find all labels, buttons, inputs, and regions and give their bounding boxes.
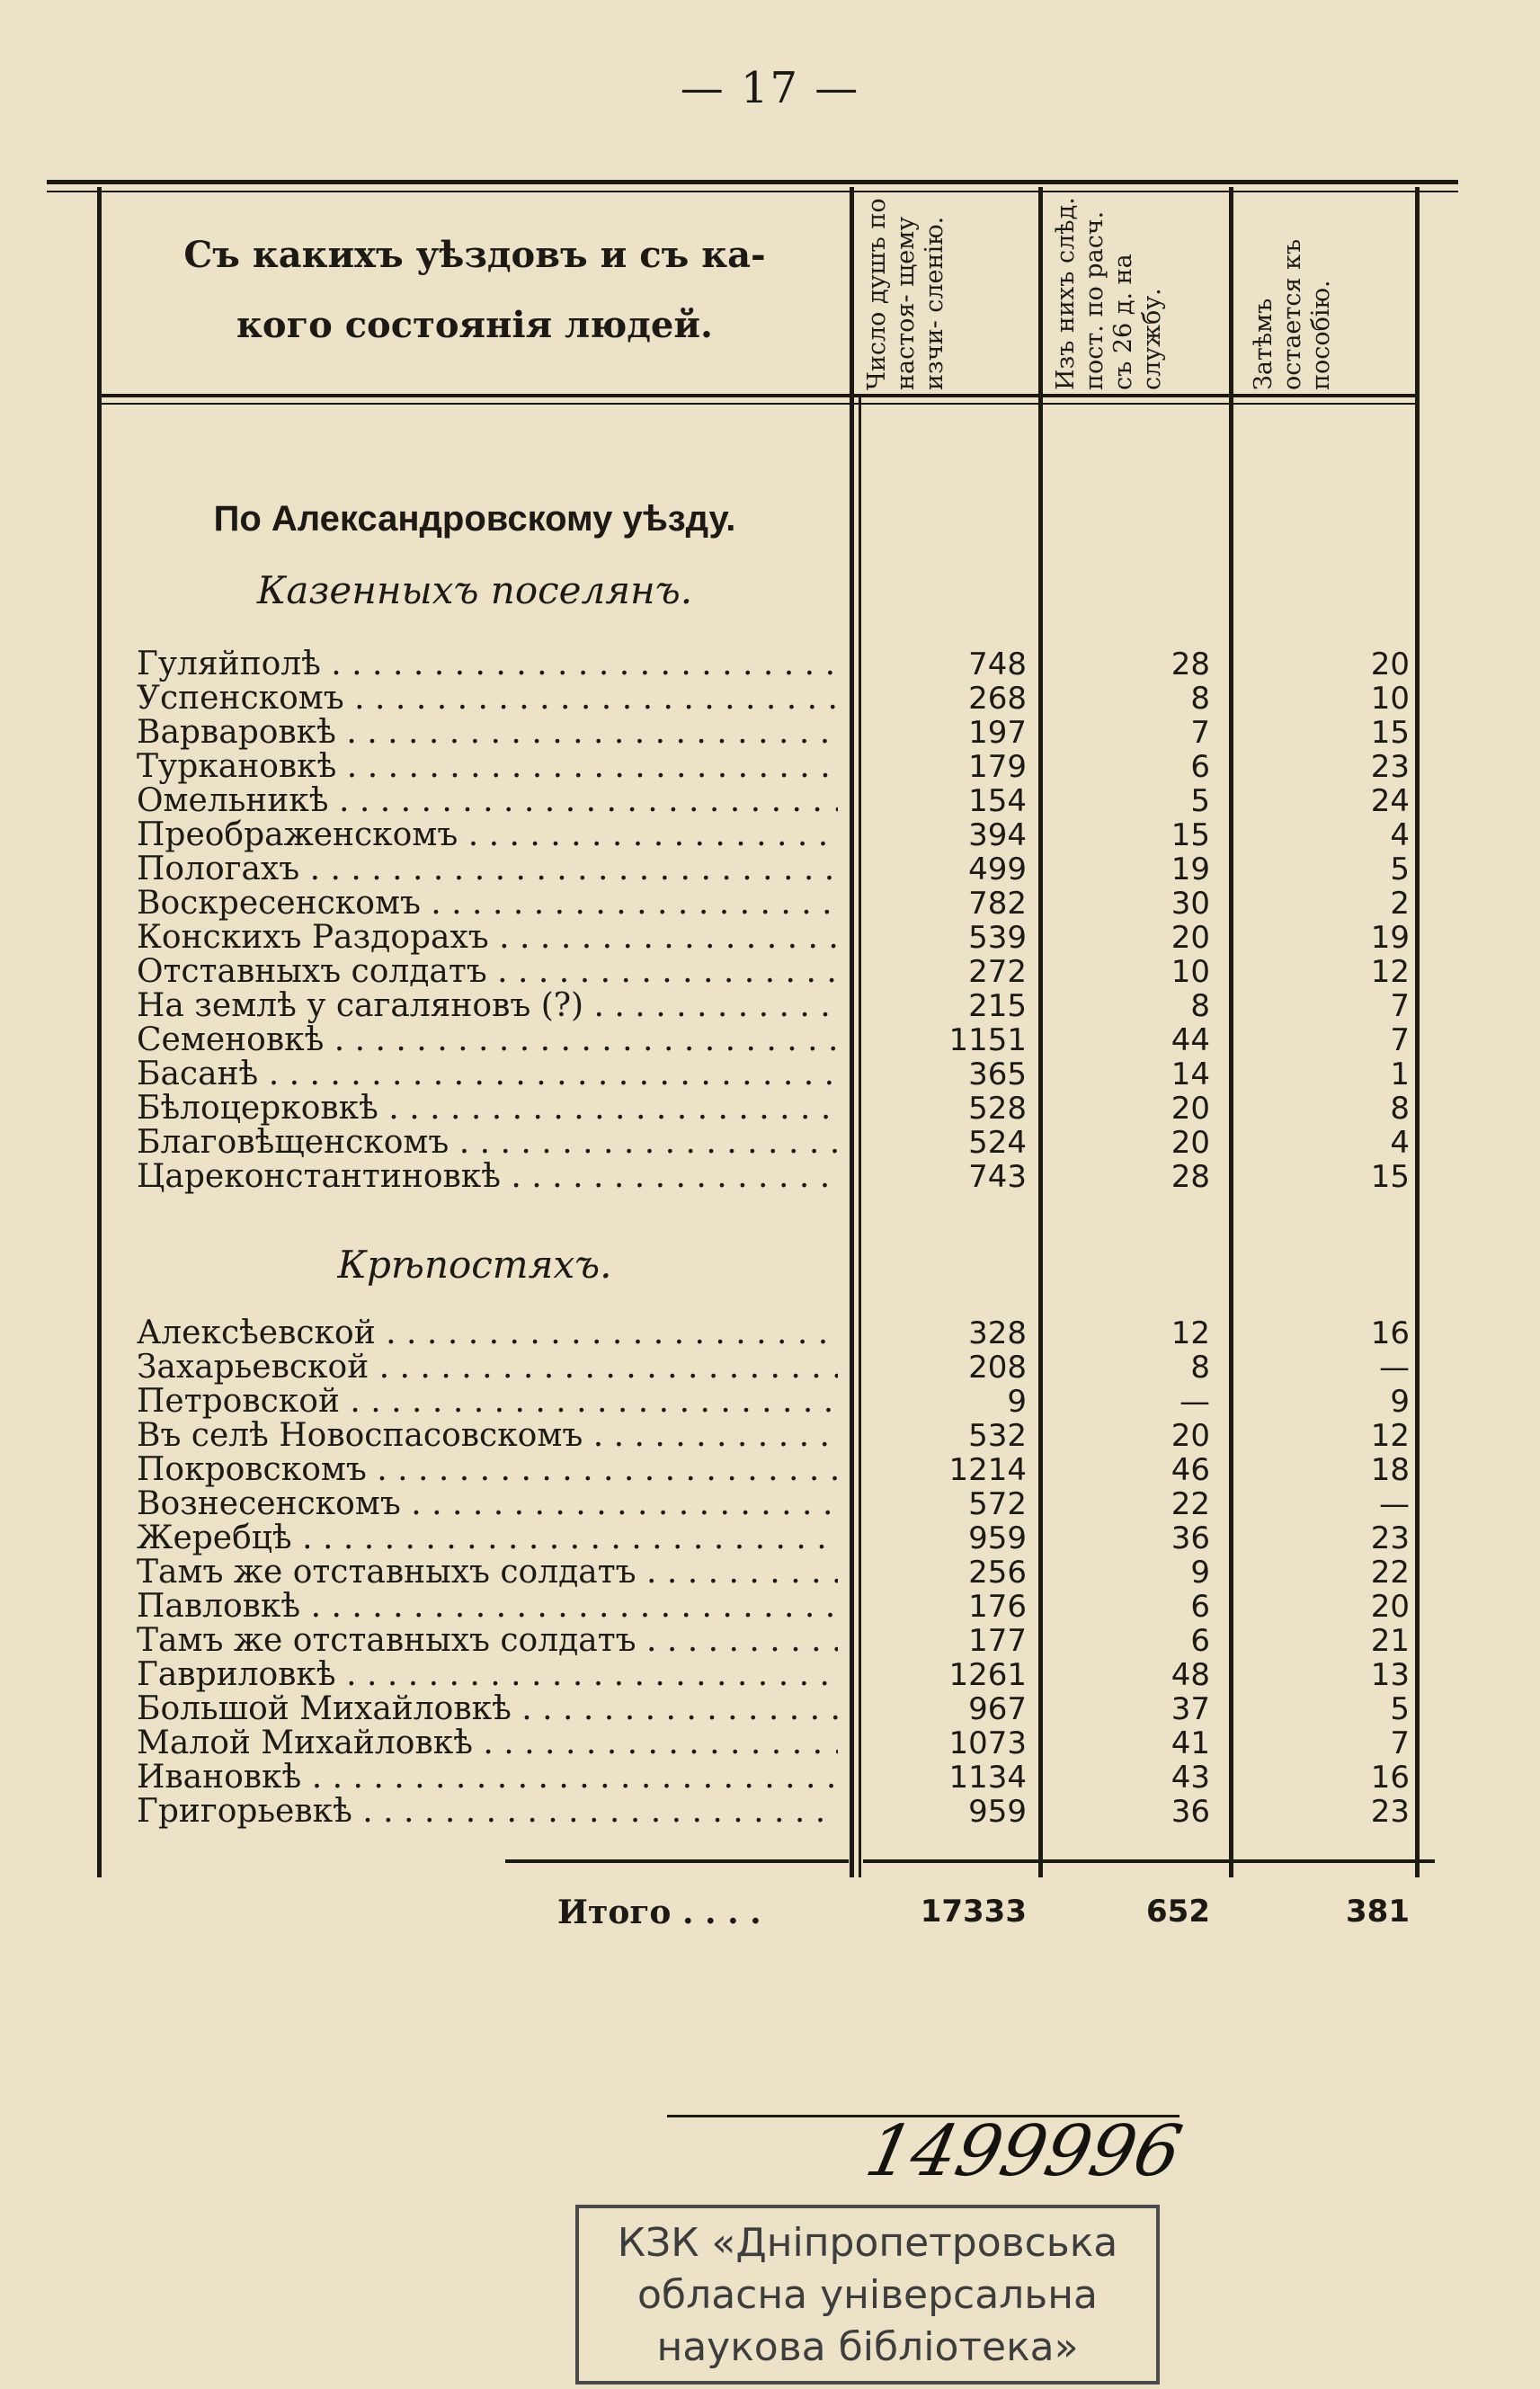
row-name: Гуляйполѣ . . .: [137, 647, 838, 682]
table-row: [0, 1057, 1540, 1092]
row-name: Бѣлоцерковкѣ . . .: [137, 1092, 838, 1126]
total-rule-left: [505, 1859, 849, 1863]
header-separator-thin: [101, 403, 1415, 405]
row-name: Захарьевской . . .: [137, 1350, 838, 1385]
section-title: По Александровскому уѣзду.: [213, 499, 736, 539]
souls-count-cell: 1261: [948, 1657, 1027, 1693]
row-name: Жеребцѣ . . .: [137, 1521, 838, 1556]
remaining-count-cell: 20: [1370, 646, 1410, 682]
remaining-count-cell: 22: [1370, 1555, 1410, 1591]
row-name: Въ селѣ Новоспасовскомъ . . .: [137, 1419, 838, 1453]
header-separator: [101, 394, 1415, 397]
souls-count-cell: 179: [968, 749, 1027, 785]
service-count-cell: 22: [1171, 1486, 1210, 1522]
souls-count-cell: 365: [968, 1056, 1027, 1092]
remaining-count-cell: 23: [1370, 1520, 1410, 1556]
souls-count-cell: 499: [968, 851, 1027, 887]
row-name: Малой Михайловкѣ . . .: [137, 1726, 838, 1761]
inventory-number: 1499996: [859, 2111, 1188, 2192]
service-count-cell: 14: [1171, 1056, 1210, 1092]
total-service: 652: [1146, 1894, 1210, 1930]
remaining-count-cell: 24: [1370, 783, 1410, 819]
souls-count-cell: 272: [968, 954, 1027, 990]
remaining-count-cell: 19: [1370, 920, 1410, 956]
remaining-count-cell: —: [1379, 1486, 1410, 1522]
service-count-cell: 36: [1171, 1794, 1210, 1830]
table-row: [0, 1590, 1540, 1624]
row-name: Туркановкѣ . . .: [137, 750, 838, 784]
remaining-count-cell: 13: [1370, 1657, 1410, 1693]
remaining-count-cell: 9: [1390, 1384, 1410, 1420]
stamp-line3: наукова бібліотека»: [656, 2324, 1079, 2370]
remaining-count-cell: 10: [1370, 681, 1410, 717]
table-row: [0, 852, 1540, 887]
table-row: [0, 1316, 1540, 1350]
service-count-cell: 6: [1190, 749, 1210, 785]
service-count-cell: 8: [1190, 681, 1210, 717]
souls-count-cell: 743: [968, 1159, 1027, 1195]
region-column-header: [106, 220, 843, 361]
service-count-cell: 9: [1190, 1555, 1210, 1591]
row-name: На землѣ у сагаляновъ (?) . . .: [137, 989, 838, 1023]
remaining-count-cell: 15: [1370, 715, 1410, 751]
remaining-count-cell: —: [1379, 1350, 1410, 1386]
souls-count-cell: 967: [968, 1691, 1027, 1727]
row-name: Петровской . . .: [137, 1385, 838, 1419]
remaining-count-cell: 12: [1370, 954, 1410, 990]
souls-count-cell: 528: [968, 1091, 1027, 1127]
service-count-cell: 20: [1171, 1125, 1210, 1161]
service-count-cell: 7: [1190, 715, 1210, 751]
group-title-fortresses: Крѣпостяхъ.: [337, 1243, 612, 1287]
service-count-cell: —: [1179, 1384, 1210, 1420]
souls-count-cell: 9: [1007, 1384, 1027, 1420]
table-row: [0, 1624, 1540, 1658]
row-name: Благовѣщенскомъ . . .: [137, 1126, 838, 1160]
total-rule-right: [863, 1859, 1435, 1863]
table-row: [0, 1419, 1540, 1453]
service-count-cell: 41: [1171, 1725, 1210, 1761]
service-count-cell: 19: [1171, 851, 1210, 887]
service-count-cell: 10: [1171, 954, 1210, 990]
row-name: Павловкѣ . . .: [137, 1590, 838, 1624]
remaining-count-cell: 5: [1390, 851, 1410, 887]
souls-count-cell: 532: [968, 1418, 1027, 1454]
row-name: Семеновкѣ . . .: [137, 1023, 838, 1057]
row-name: Ивановкѣ . . .: [137, 1761, 838, 1795]
page-number: — 17 —: [680, 63, 860, 113]
souls-count-cell: 176: [968, 1589, 1027, 1625]
table-row: [0, 1795, 1540, 1829]
service-count-cell: 5: [1190, 783, 1210, 819]
remaining-count-cell: 8: [1390, 1091, 1410, 1127]
service-count-cell: 6: [1190, 1589, 1210, 1625]
table-row: [0, 1023, 1540, 1057]
remaining-count-cell: 23: [1370, 1794, 1410, 1830]
column-header-souls-count: Число душъ по настоя- щему изчи- сленію.: [863, 198, 948, 390]
row-name: Гавриловкѣ . . .: [137, 1658, 838, 1692]
souls-count-cell: 1134: [948, 1760, 1027, 1796]
group-title-state-peasants: Казенныхъ поселянъ.: [256, 568, 693, 612]
row-name: Тамъ же отставныхъ солдатъ . . .: [137, 1556, 838, 1590]
region-header-line1: Съ какихъ уѣздовъ и съ ка-: [183, 234, 766, 276]
souls-count-cell: 1214: [948, 1452, 1027, 1488]
top-rule: [47, 180, 1458, 184]
table-row: [0, 716, 1540, 750]
service-count-cell: 48: [1171, 1657, 1210, 1693]
service-count-cell: 43: [1171, 1760, 1210, 1796]
remaining-count-cell: 1: [1390, 1056, 1410, 1092]
table-row: [0, 1350, 1540, 1385]
row-name: Алексѣевской . . .: [137, 1316, 838, 1350]
remaining-count-cell: 12: [1370, 1418, 1410, 1454]
remaining-count-cell: 2: [1390, 886, 1410, 922]
row-name: Басанѣ . . .: [137, 1057, 838, 1092]
souls-count-cell: 208: [968, 1350, 1027, 1386]
remaining-count-cell: 5: [1390, 1691, 1410, 1727]
row-name: Преображенскомъ . . .: [137, 818, 838, 852]
remaining-count-cell: 4: [1390, 1125, 1410, 1161]
souls-count-cell: 524: [968, 1125, 1027, 1161]
service-count-cell: 8: [1190, 988, 1210, 1024]
column-header-for-service: Изъ нихъ слѣд. пост. по расч. съ 26 д. на службу.: [1052, 197, 1166, 390]
remaining-count-cell: 7: [1390, 988, 1410, 1024]
table-row: [0, 1658, 1540, 1692]
column-header-remaining: Затѣмъ остается къ пособію.: [1250, 238, 1335, 390]
region-header-line2: кого состоянія людей.: [236, 304, 713, 346]
service-count-cell: 44: [1171, 1022, 1210, 1058]
total-label: Итого . . . .: [557, 1894, 761, 1931]
service-count-cell: 46: [1171, 1452, 1210, 1488]
service-count-cell: 28: [1171, 1159, 1210, 1195]
souls-count-cell: 1151: [948, 1022, 1027, 1058]
souls-count-cell: 959: [968, 1794, 1027, 1830]
remaining-count-cell: 7: [1390, 1725, 1410, 1761]
souls-count-cell: 782: [968, 886, 1027, 922]
row-name: Большой Михайловкѣ . . .: [137, 1692, 838, 1726]
table-row: [0, 682, 1540, 716]
remaining-count-cell: 16: [1370, 1760, 1410, 1796]
table-row: [0, 1761, 1540, 1795]
row-name: Воскресенскомъ . . .: [137, 887, 838, 921]
service-count-cell: 37: [1171, 1691, 1210, 1727]
souls-count-cell: 394: [968, 817, 1027, 853]
row-name: Пологахъ . . .: [137, 852, 838, 887]
stamp-line2: обласна універсальна: [637, 2272, 1098, 2318]
souls-count-cell: 748: [968, 646, 1027, 682]
top-rule-thin: [47, 191, 1458, 192]
table-row: [0, 1092, 1540, 1126]
table-row: [0, 955, 1540, 989]
row-name: Омельникѣ . . .: [137, 784, 838, 818]
service-count-cell: 36: [1171, 1520, 1210, 1556]
service-count-cell: 20: [1171, 1091, 1210, 1127]
service-count-cell: 20: [1171, 1418, 1210, 1454]
total-souls: 17333: [920, 1894, 1027, 1930]
table-row: [0, 1453, 1540, 1487]
remaining-count-cell: 23: [1370, 749, 1410, 785]
remaining-count-cell: 7: [1390, 1022, 1410, 1058]
service-count-cell: 15: [1171, 817, 1210, 853]
service-count-cell: 12: [1171, 1315, 1210, 1351]
remaining-count-cell: 20: [1370, 1589, 1410, 1625]
service-count-cell: 20: [1171, 920, 1210, 956]
remaining-count-cell: 4: [1390, 817, 1410, 853]
table-row: [0, 1385, 1540, 1419]
table-row: [0, 750, 1540, 784]
remaining-count-cell: 16: [1370, 1315, 1410, 1351]
souls-count-cell: 268: [968, 681, 1027, 717]
table-row: [0, 818, 1540, 852]
stamp-line1: КЗК «Дніпропетровська: [617, 2220, 1118, 2266]
souls-count-cell: 1073: [948, 1725, 1027, 1761]
table-row: [0, 1556, 1540, 1590]
souls-count-cell: 215: [968, 988, 1027, 1024]
table-row: [0, 647, 1540, 682]
total-remaining: 381: [1346, 1894, 1410, 1930]
table-row: [0, 1160, 1540, 1194]
remaining-count-cell: 18: [1370, 1452, 1410, 1488]
row-name: Тамъ же отставныхъ солдатъ . . .: [137, 1624, 838, 1658]
row-name: Покровскомъ . . .: [137, 1453, 838, 1487]
row-name: Григорьевкѣ . . .: [137, 1795, 838, 1829]
table-row: [0, 1692, 1540, 1726]
table-row: [0, 1521, 1540, 1556]
souls-count-cell: 572: [968, 1486, 1027, 1522]
row-name: Отставныхъ солдатъ . . .: [137, 955, 838, 989]
service-count-cell: 6: [1190, 1623, 1210, 1659]
table-row: [0, 1126, 1540, 1160]
souls-count-cell: 256: [968, 1555, 1027, 1591]
service-count-cell: 28: [1171, 646, 1210, 682]
service-count-cell: 8: [1190, 1350, 1210, 1386]
row-name: Успенскомъ . . .: [137, 682, 838, 716]
library-stamp: [575, 2205, 1160, 2385]
remaining-count-cell: 15: [1370, 1159, 1410, 1195]
total-row: [0, 1894, 1540, 1935]
souls-count-cell: 177: [968, 1623, 1027, 1659]
row-name: Цареконстантиновкѣ . . .: [137, 1160, 838, 1194]
souls-count-cell: 328: [968, 1315, 1027, 1351]
table-row: [0, 1726, 1540, 1761]
souls-count-cell: 959: [968, 1520, 1027, 1556]
souls-count-cell: 197: [968, 715, 1027, 751]
table-row: [0, 887, 1540, 921]
table-row: [0, 1487, 1540, 1521]
service-count-cell: 30: [1171, 886, 1210, 922]
table-row: [0, 921, 1540, 955]
remaining-count-cell: 21: [1370, 1623, 1410, 1659]
row-name: Варваровкѣ . . .: [137, 716, 838, 750]
souls-count-cell: 539: [968, 920, 1027, 956]
table-row: [0, 784, 1540, 818]
souls-count-cell: 154: [968, 783, 1027, 819]
row-name: Конскихъ Раздорахъ . . .: [137, 921, 838, 955]
row-name: Вознесенскомъ . . .: [137, 1487, 838, 1521]
table-row: [0, 989, 1540, 1023]
